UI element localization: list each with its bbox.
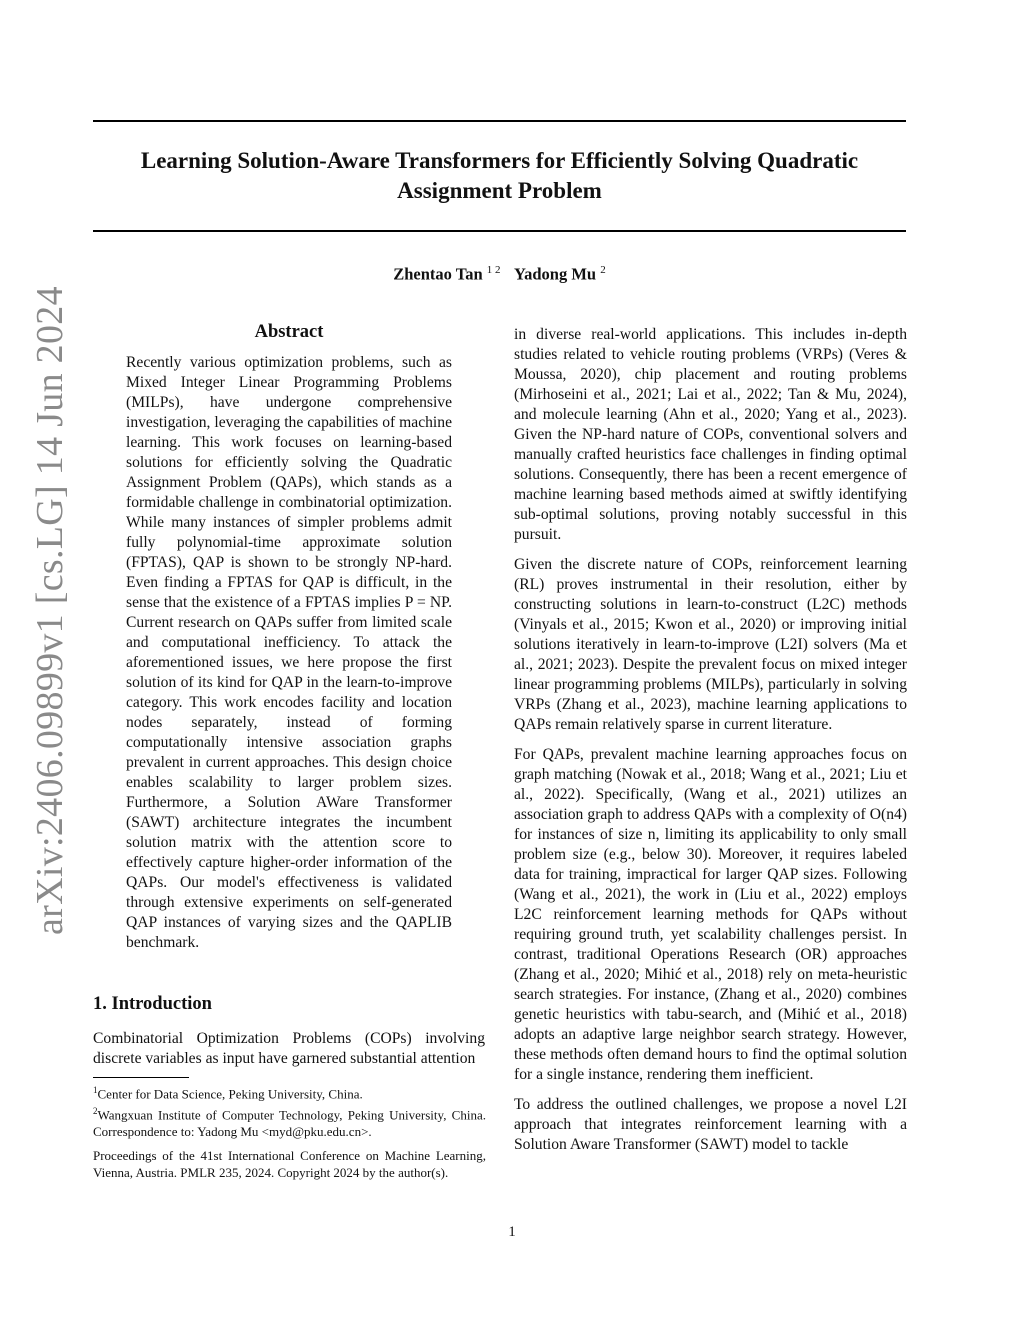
title-line-1: Learning Solution-Aware Transformers for Efficiently Solving Quadratic bbox=[140, 148, 859, 173]
introduction-right-column bbox=[514, 325, 907, 1165]
footnote-2: $^2$Wangxuan Institute of Computer Technology, Peking University, China. Correspondence to: Yadong Mu <myd@pku.edu.cn>. bbox=[93, 1105, 486, 1139]
abstract-body bbox=[126, 353, 452, 963]
author-list bbox=[93, 264, 906, 285]
introduction-heading: 1. Introduction bbox=[93, 994, 212, 1014]
footnote-rule bbox=[93, 1077, 189, 1078]
introduction-paragraph: To address the outlined challenges, we propose a novel L2I approach that integrates reinforcement learning with a Solution Aware Transformer (SAWT) model to tackle bbox=[514, 1096, 907, 1153]
abstract-heading: Abstract bbox=[254, 322, 324, 342]
footnote-1: $^1$Center for Data Science, Peking University, China. bbox=[93, 1085, 363, 1102]
paper-title bbox=[93, 146, 906, 206]
introduction-paragraph: in diverse real-world applications. This includes in-depth studies related to vehicle routing problems (VRPs) (Veres & Moussa, 2020), chip placement and routing problems (Mirhoseini et al., 2021; Lai et al., 2022; Tan & Mu, 2024), and molecule learning (Ahn et al., 2020; Yang et al., 2023). Given the NP-hard nature of COPs, conventional solvers and manually crafted heuristics face challenges in finding optimal solutions. Consequently, there has been a recent emergence of machine learning based methods aimed at swiftly identifying sub-optimal solutions, proving notably successful in this pursuit. bbox=[514, 326, 907, 543]
footnotes bbox=[93, 1082, 486, 1140]
author-name: Yadong Mu bbox=[514, 264, 597, 284]
introduction-left-column bbox=[93, 1029, 485, 1079]
introduction-paragraph: For QAPs, prevalent machine learning approaches focus on graph matching (Nowak et al., 2018; Wang et al., 2021; Liu et al., 2022). Specifically, (Wang et al., 2021) utilizes an association graph to address QAPs with a complexity of O(n4) for instances of size n, limiting its applicability to only small problem size (e.g., below 30). Moreover, it requires labeled data for training, impractical for larger QAP sizes. Following (Wang et al., 2021), the work in (Liu et al., 2022) employs L2C reinforcement learning methods for QAPs without requiring ground truth, yet scalability challenges persist. In contrast, traditional Operations Research (OR) approaches (Zhang et al., 2020; Mihić et al., 2018) rely on meta-heuristic search strategies. For instance, (Zhang et al., 2020) combines genetic heuristics with tabu-search, and (Mihić et al., 2018) adopts an adaptive large neighbor search strategy. However, these methods often demand hours to find the optimal solution for a single instance, rendering them inefficient. bbox=[514, 746, 907, 1083]
introduction-paragraph: Given the discrete nature of COPs, reinforcement learning (RL) proves instrumental in their resolution, either by constructing solutions in learn-to-construct (L2C) methods (Vinyals et al., 2015; Kwon et al., 2020) or improving initial solutions iteratively in learn-to-improve (L2I) solvers (Ma et al., 2021; 2023). Despite the prevalent focus on mixed integer linear programming problems (MILPs), particularly in solving VRPs (Zhang et al., 2023), machine learning applications to QAPs remain relatively sparse in current literature. bbox=[514, 556, 907, 733]
title-line-2: Assignment Problem bbox=[397, 178, 602, 203]
arxiv-identifier: arXiv:2406.09899v1 [cs.LG] 14 Jun 2024 bbox=[29, 286, 71, 935]
author-affiliation: 1 2 bbox=[486, 264, 501, 276]
abstract-text: Recently various optimization problems, such as Mixed Integer Linear Programming Problems (MILPs), have undergone comprehensive investigation, leveraging the capabilities of machine learning. This work focuses on learning-based solutions for efficiently solving the Quadratic Assignment Problem (QAPs), which stands as a formidable challenge in combinatorial optimization. While many instances of simpler problems admit fully polynomial-time approximate solution (FPTAS), QAP is shown to be strongly NP-hard. Even finding a FPTAS for QAP is difficult, in the sense that the existence of a FPTAS implies P = NP. Current research on QAPs suffer from limited scale and computational inefficiency. To attack the aforementioned issues, we here propose the first solution of its kind for QAP in the learn-to-improve category. This work encodes facility and location nodes separately, instead of forming computationally intensive association graphs prevalent in current approaches. This design choice enables scalability to larger problem sizes. Furthermore, a Solution AWare Transformer (SAWT) architecture integrates the incumbent solution matrix with the attention score to effectively capture higher-order information of the QAPs. Our model's effectiveness is validated through extensive experiments on self-generated QAP instances of varying sizes and the QAPLIB benchmark. bbox=[126, 354, 452, 951]
author-name: Zhentao Tan bbox=[393, 264, 483, 284]
title-top-rule bbox=[93, 120, 906, 122]
title-bottom-rule bbox=[93, 230, 906, 232]
author-affiliation: 2 bbox=[600, 264, 606, 276]
introduction-paragraph: Combinatorial Optimization Problems (COPs) involving discrete variables as input have garnered substantial attention bbox=[93, 1030, 485, 1067]
page-number: 1 bbox=[508, 1224, 516, 1240]
proceedings-note: Proceedings of the 41st International Conference on Machine Learning, Vienna, Austria. PMLR 235, 2024. Copyright 2024 by the author(s). bbox=[93, 1148, 486, 1180]
